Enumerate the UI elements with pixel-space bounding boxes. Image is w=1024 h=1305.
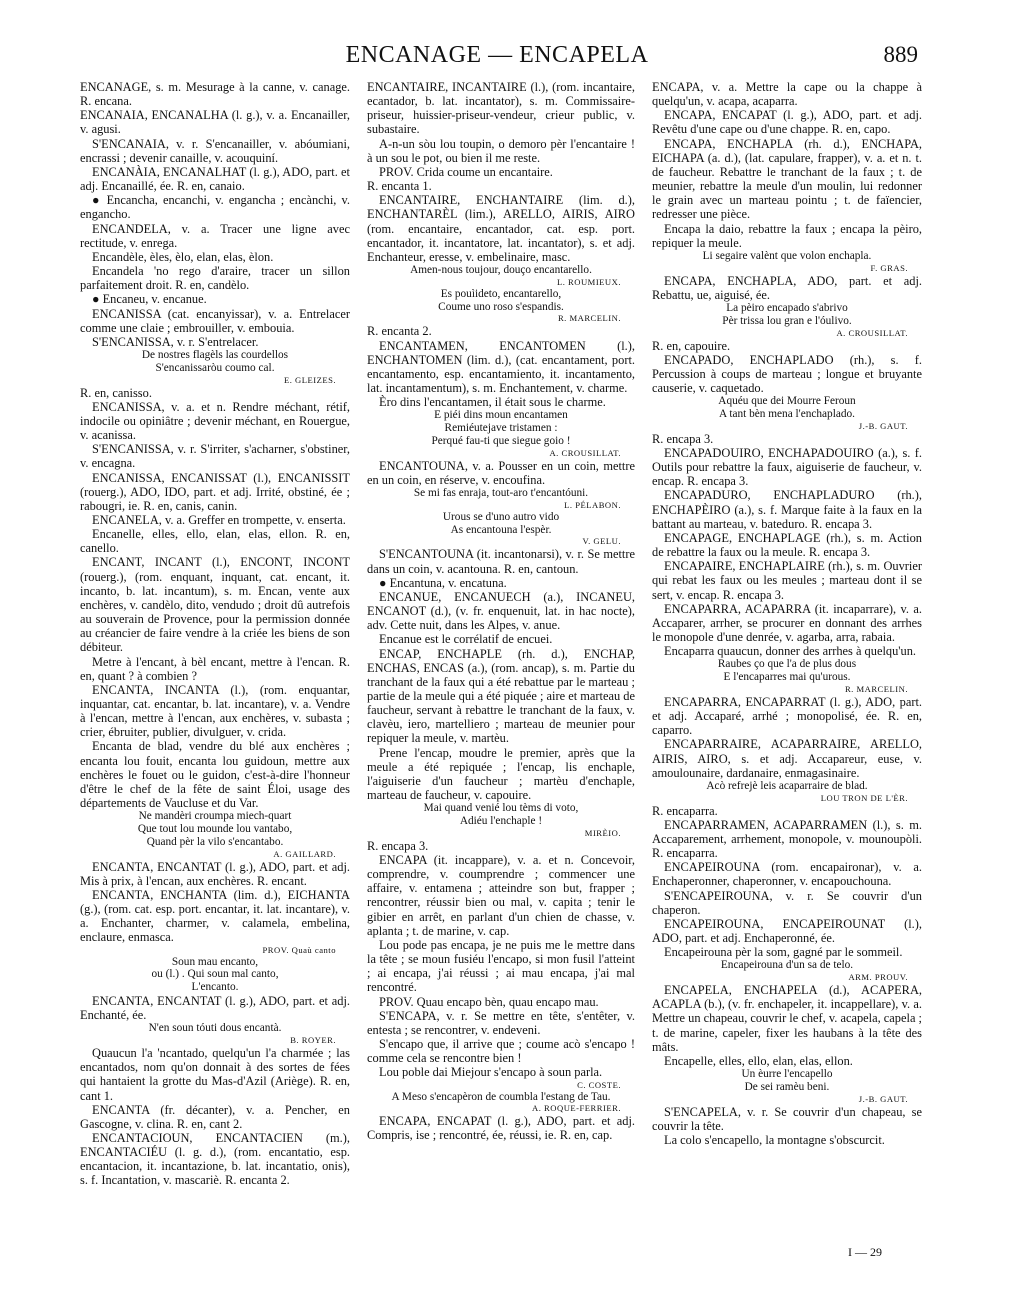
dictionary-entry: ● Encancha, encanchi, v. engancha ; encànchi, v. engancho.	[80, 193, 350, 222]
verse-line: Quand pèr la vilo s'encantabo.	[146, 835, 284, 848]
dictionary-entry: R. encapa 3.	[367, 838, 429, 853]
quote-attribution: A. CROUSILLAT.	[549, 447, 621, 458]
dictionary-entry: ENCAPA, ENCAPAT (l. g.), ADO, part. et adj. Compris, ise ; rencontré, ée, réussi, ie. R. en, cap.	[367, 1114, 635, 1143]
quote-attribution: PROV. Quaù canto	[262, 944, 336, 955]
dictionary-entry: ENCAPA, ENCAPAT (l. g.), ADO, part. et adj. Revêtu d'une cape ou d'une chappe. R. en, capo.	[652, 108, 922, 137]
quote-attribution: L. PÉLABON.	[564, 499, 621, 510]
verse-line: Que tout lou mounde lou vantabo,	[137, 823, 293, 836]
verse-line: Es pouìideto, encantarello,	[440, 287, 562, 300]
verse-line: Mai quand venié lou tèms di voto,	[423, 802, 579, 815]
dictionary-entry: S'ENCANISSA, v. r. S'irriter, s'acharner, s'obstiner, v. encagna.	[80, 442, 350, 471]
quote-attribution: J.-B. GAUT.	[858, 420, 908, 431]
dictionary-entry: ENCANUE, ENCANUECH (a.), INCANEU, ENCANOT (d.), (v. fr. enquenuit, lat. in hac nocte), adv. Cette nuit, dans les Alpes, v. anue.	[367, 589, 635, 633]
dictionary-entry: ENCAPEIROUNA, ENCAPEIROUNAT (l.), ADO, part. et adj. Enchaperonné, ée.	[652, 916, 922, 946]
dictionary-entry: Encaparra quaucun, donner des arrhes à quelqu'un.	[664, 644, 917, 659]
dictionary-entry: ENCAPAGE, ENCHAPLAGE (rh.), s. m. Action de rebattre la faux ou la meule. R. encapa 3.	[652, 530, 922, 560]
verse-line: Raubes ço que l'a de plus dous	[717, 658, 857, 671]
dictionary-entry: ENCAPA, ENCHAPLA, ADO, part. et adj. Rebattu, ue, aiguisé, ée.	[652, 273, 922, 302]
verse-line: La pèiro encapado s'abrivo	[726, 301, 848, 314]
dictionary-entry: ENCANTOUNA, v. a. Pousser en un coin, mettre en un coin, en réserve, v. encoufina.	[367, 458, 635, 487]
page-number: 889	[883, 42, 918, 67]
dictionary-entry: ENCAPARRA, ENCAPARRAT (l. g.), ADO, part. et adj. Accaparé, arrhé ; monopolisé, ée. R. en, caparro.	[652, 694, 922, 738]
verse-line: Li segaire valènt que volon enchapla.	[702, 249, 872, 262]
dictionary-entry: Quaucun l'a 'ncantado, quelqu'un l'a charmée ; las encantados, nom qu'on donnait à des sortes de fées qui hantaient la grotte du Mas-d'Azil (Ariège). R. en, cant 1.	[80, 1046, 350, 1103]
dictionary-entry: ENCAPARRAMEN, ACAPARRAMEN (l.), s. m. Accaparement, arrhement, monopole, v. mounoupòli. R. encaparra.	[652, 817, 922, 861]
dictionary-entry: ENCANISSA (cat. encanyissar), v. a. Entrelacer comme une claie ; embrouiller, v. embouia.	[80, 306, 350, 335]
dictionary-entry: Encandèle, èles, èlo, elan, elas, èlon.	[92, 249, 274, 264]
dictionary-entry: S'encapo que, il arrive que ; coume acò s'encapo ! comme cela se rencontre bien !	[367, 1037, 635, 1066]
verse-line: Ne mandèri croumpa miech-quart	[138, 810, 292, 823]
dictionary-entry: R. en, capouire.	[652, 338, 731, 353]
verse-line: A tant bèn mena l'enchaplado.	[719, 408, 855, 420]
dictionary-entry: ENCAPAIRE, ENCHAPLAIRE (rh.), s. m. Ouvrier qui rebat les faux ou les meules ; marteau dont il se sert, v. encap. R. encapa 3.	[652, 559, 922, 602]
quote-attribution: R. MARCELIN.	[557, 313, 621, 324]
dictionary-entry: ENCAPA, ENCHAPLA (rh. d.), ENCHAPA, EICHAPA (a. d.), (lat. capulare, frapper), v. a. et n. t. de faucheur. Rebattre le tranchant de la faux ; t. de meunier, rebattre la meule d'un moulin, lui redonner le grain avec un marteau pointu ; t. de faïencier, redresser une pièce.	[652, 136, 922, 222]
quote-attribution: MIRÈIO.	[584, 827, 621, 838]
dictionary-entry: ENCAPADURO, ENCHAPLADURO (rh.), ENCHAPÈIRO (a.), s. f. Marque faite à la faux en la battant au marteau, v. bateduro. R. encapa 3.	[652, 488, 922, 531]
dictionary-entry: S'ENCAPA, v. r. Se mettre en tête, s'entêter, v. entesta ; se rencontrer, v. endeveni.	[367, 1008, 635, 1037]
quote-attribution: E. GLEIZES.	[283, 374, 336, 385]
quote-attribution: R. MARCELIN.	[844, 683, 908, 694]
dictionary-column-1	[80, 80, 350, 1188]
dictionary-entry: Lou pode pas encapa, je ne puis me le mettre dans la tête ; se moun fusiéu l'encapo, si mon fusil l'atteint ; ai encapa, j'ai réussi ; ai mau encapa, j'ai mal rencontré.	[367, 937, 635, 995]
quote-attribution: F. GRAS.	[870, 262, 908, 273]
quote-attribution: C. COSTE.	[577, 1079, 621, 1090]
verse-line: De sei ramèu beni.	[744, 1080, 830, 1093]
dictionary-entry: R. encapa 3.	[652, 431, 714, 446]
verse-line: Soun mau encanto,	[171, 955, 259, 968]
dictionary-entry: R. encaparra.	[652, 803, 718, 818]
verse-line: Perqué fau-ti que siegue goio !	[431, 434, 571, 447]
dictionary-entry: Èro dins l'encantamen, il était sous le charme.	[379, 395, 606, 410]
quote-attribution: LOU TRON DE L'ÈR.	[820, 792, 908, 803]
running-head: ENCANAGE — ENCAPELA	[345, 42, 649, 68]
dictionary-entry: ENCANISSA, v. a. et n. Rendre méchant, rétif, indocile ou opiniâtre ; devenir méchant, en Rouergue, v. acanissa.	[80, 399, 350, 443]
dictionary-entry: PROV. Crida coume un encantaire.	[379, 164, 553, 179]
dictionary-entry: Prene l'encap, moudre le premier, après que la meule a été repiquée ; l'encap, lis enchaple, l'aiguiserie d'un faucheur ; martèu d'enchaple, marteau de faucheur, v. capouire.	[367, 745, 635, 803]
dictionary-entry: ENCANTA, ENCHANTA (lim. d.), EICHANTA (g.), (rom. cat. esp. port. encantar, it. lat. incantare), v. a. Enchanter, charmer, v. calamela, embelina, enclaure, enmasca.	[80, 887, 350, 945]
verse-line: S'encanissaròu coumo cal.	[155, 361, 275, 374]
dictionary-entry: ENCANTAIRE, INCANTAIRE (l.), (rom. incantaire, ecantador, b. lat. incantator), s. m. Commissaire-priseur, huissier-priseur-vendeur, crieur public, v. subastaire.	[367, 80, 635, 137]
dictionary-entry: La colo s'encapello, la montagne s'obscurcit.	[664, 1132, 885, 1147]
dictionary-entry: ENCAPADOUIRO, ENCHAPADOUIRO (a.), s. f. Outils pour rebattre la faux, aiguiserie de faucheur, v. encap. R. encapa 3.	[652, 445, 922, 489]
dictionary-entry: S'ENCANISSA, v. r. S'entrelacer.	[92, 334, 259, 349]
verse-line: Coume uno roso s'espandis.	[438, 300, 564, 313]
verse-line: De nostres flagèls las courdellos	[141, 348, 289, 361]
verse-line: Remiéutejave tristamen :	[444, 422, 558, 435]
verse-line: E piéi dins moun encantamen	[434, 409, 568, 422]
dictionary-entry: ENCANTA, ENCANTAT (l. g.), ADO, part. et adj. Enchanté, ée.	[80, 993, 350, 1023]
dictionary-entry: ENCANÀIA, ENCANALHAT (l. g.), ADO, part. et adj. Encanaillé, ée. R. en, canaio.	[80, 164, 350, 194]
quote-attribution: V. GELU.	[582, 536, 621, 547]
verse-line: N'en soun tóuti dous encantà.	[148, 1022, 282, 1035]
dictionary-entry: ENCAP, ENCHAPLE (rh. d.), ENCHAP, ENCHAS, ENCAS (a.), (rom. ancap), s. m. Partie du tranchant de la faux qui a été rebattue par le marteau ; partie de la meule qui a été piquée ; aire et marteau de faucheur, servant à rebattre le tranchant de la faux, v. clavèu, iero, martelliero ; marteau de meunier pour repiquer la meule, v. martèu.	[367, 646, 635, 746]
dictionary-entry: ENCANTAIRE, ENCHANTAIRE (lim. d.), ENCHANTARÈL (lim.), ARELLO, AIRIS, AIRO (rom. encantaire, encantador, cat. esp. port. encantador, it. incantatore, lat. incantator), s. et adj. Enchanteur, eresse, v. embelinaire, masc.	[367, 193, 635, 264]
dictionary-entry: ENCANISSA, ENCANISSAT (l.), ENCANISSIT (rouerg.), ADO, IDO, part. et adj. Irrité, obstiné, ée ; rabougri, ie. R. en, canis, canin.	[80, 470, 350, 513]
dictionary-entry: ENCANDELA, v. a. Tracer une ligne avec rectitude, v. enrega.	[80, 221, 350, 250]
verse-line: E l'encaparres mai qu'urous.	[723, 671, 851, 684]
dictionary-entry: ENCANT, INCANT (l.), ENCONT, INCONT (rouerg.), (rom. enquant, inquant, cat. encant, it. incanto, b. lat. incantum), s. m. Encan, vente aux enchères, v. candèlo, dito, vendudo ; droit dû autrefois au souverain de Provence, pour la permission donnée au créancier de faire vendre à la criée les biens de son débiteur.	[80, 555, 350, 655]
dictionary-entry: ENCAPADO, ENCHAPLADO (rh.), s. f. Percussion à coups de marteau ; longue et bruyante causerie, v. caquetado.	[652, 352, 922, 396]
dictionary-entry: S'ENCANTOUNA (it. incantonarsi), v. r. Se mettre dans un coin, v. acantouna. R. en, cantoun.	[367, 547, 635, 576]
dictionary-entry: ● Encantuna, v. encatuna.	[379, 575, 507, 590]
dictionary-entry: ENCAPARRAIRE, ACAPARRAIRE, ARELLO, AIRIS, AIRO, s. et adj. Accapareur, euse, v. amoulounaire, dardanaire, enmagasinaire.	[652, 737, 922, 780]
dictionary-entry: R. en, canisso.	[80, 385, 152, 400]
verse-line: Pèr trissa lou gran e l'óulivo.	[722, 314, 852, 327]
dictionary-entry: S'ENCAPEIROUNA, v. r. Se couvrir d'un chaperon.	[652, 888, 922, 917]
dictionary-entry: A-n-un sòu lou toupin, o demoro pèr l'encantaire ! à un sou le pot, ou bien il me reste.	[367, 136, 635, 165]
verse-line: ou (l.) . Qui soun mal canto,	[151, 968, 279, 981]
quote-attribution: A. GAILLARD.	[273, 848, 336, 859]
dictionary-column-2	[367, 80, 635, 1143]
verse-line: Un èurre l'encapello	[741, 1068, 833, 1081]
verse-line: Acò refrejè leis acaparraire de blad.	[706, 779, 868, 792]
signature-mark: I — 29	[848, 1245, 882, 1259]
dictionary-entry: ENCANAGE, s. m. Mesurage à la canne, v. canage. R. encana.	[80, 80, 350, 109]
dictionary-entry: S'ENCAPELA, v. r. Se couvrir d'un chapeau, se couvrir la tête.	[652, 1104, 922, 1133]
quote-attribution: L. ROUMIEUX.	[556, 276, 621, 287]
dictionary-entry: ENCAPARRA, ACAPARRA (it. incaparrare), v. a. Accaparer, arrher, se procurer en donnant des arrhes le monopole d'une denrée, v. agarba, arra, rabaia.	[652, 601, 922, 644]
verse-line: Urous se d'uno autro vido	[442, 510, 560, 523]
verse-line: A Meso s'encapèron de coumbla l'estang de Tau.	[391, 1090, 611, 1103]
dictionary-entry: PROV. Quau encapo bèn, quau encapo mau.	[379, 994, 599, 1009]
quote-attribution: A. ROQUE-FERRIER.	[532, 1103, 621, 1114]
dictionary-entry: Encanue est le corrélatif de encuei.	[379, 632, 553, 647]
dictionary-entry: R. encanta 1.	[367, 179, 432, 194]
verse-line: Adiéu l'enchaple !	[459, 815, 543, 828]
verse-line: As encantouna l'espèr.	[450, 523, 552, 536]
dictionary-entry: ENCANTA (fr. décanter), v. a. Pencher, en Gascogne, v. clina. R. en, cant 2.	[80, 1102, 350, 1131]
dictionary-entry: ENCANTAMEN, ENCANTOMEN (l.), ENCHANTOMEN (lim. d.), (cat. encantament, port. encantamento, esp. encantamiento, it. incantamento, lat. incantamentum), s. m. Enchantement, v. charme.	[367, 338, 635, 396]
dictionary-entry: Encanta de blad, vendre du blé aux enchères ; encanta lou fouit, encanta lou guidoun, mettre aux enchères le fouet ou le guidon, c'est-à-dire l'honneur d'être le chef de la fête de saint Éloi, usage des départements de Vaucluse et du Var.	[80, 739, 350, 811]
dictionary-entry: ENCAPELA, ENCHAPELA (d.), ACAPERA, ACAPLA (b.), (v. fr. enchapeler, it. incappellare), v. a. Mettre un chapeau, couvrir le chef, v. acapela, capela ; t. de marine, capeler, fixer les haubans à la tête des mâts.	[652, 983, 922, 1054]
dictionary-entry: ENCANAIA, ENCANALHA (l. g.), v. a. Encanailler, v. agusi.	[80, 108, 350, 137]
dictionary-entry: R. encanta 2.	[367, 324, 432, 339]
quote-attribution: B. ROYER.	[290, 1035, 336, 1046]
dictionary-entry: Encanelle, elles, ello, elan, elas, ellon. R. en, canello.	[80, 527, 350, 556]
verse-line: Aquéu que dei Mourre Feroun	[718, 395, 856, 408]
dictionary-entry: Metre à l'encant, à bèl encant, mettre à l'encan. R. en, quant ? à combien ?	[80, 654, 350, 683]
dictionary-entry: Lou poble dai Miejour s'encapo à soun parla.	[379, 1065, 603, 1080]
dictionary-entry: ● Encaneu, v. encanue.	[92, 292, 207, 307]
quote-attribution: ARM. PROUV.	[848, 972, 908, 983]
dictionary-entry: S'ENCANAIA, v. r. S'encanailler, v. abóumiani, encrassi ; devenir canaille, v. acouquiní.	[80, 136, 350, 165]
dictionary-entry: Encapelle, elles, ello, elan, elas, ellon.	[664, 1053, 853, 1068]
dictionary-entry: Encapeirouna pèr la som, gagné par le sommeil.	[664, 945, 903, 960]
quote-attribution: J.-B. GAUT.	[858, 1093, 908, 1104]
dictionary-entry: ENCAPA, v. a. Mettre la cape ou la chappe à quelqu'un, v. acapa, acaparra.	[652, 80, 922, 109]
dictionary-entry: Encapa la daio, rebattre la faux ; encapa la pèiro, repiquer la meule.	[652, 221, 922, 250]
verse-line: Amen-nous toujour, douço encantarello.	[410, 264, 592, 277]
dictionary-entry: ENCANELA, v. a. Greffer en trompette, v. enserta.	[92, 512, 346, 527]
dictionary-entry: ENCANTA, INCANTA (l.), (rom. enquantar, inquantar, cat. encantar, b. lat. incantare), v. a. Vendre à l'encan, mettre à l'encan, aux enchères, v. subasta ; crier, ébruiter, publier, divulguer, v. crida.	[80, 682, 350, 740]
dictionary-entry: ENCAPEIROUNA (rom. encapaironar), v. a. Enchaperonner, chaperonner, v. encapouchouna.	[652, 860, 922, 889]
verse-line: Se mi fas enraja, tout-aro t'encantóuni.	[413, 487, 589, 500]
dictionary-entry: Encandela 'no rego d'araire, tracer un sillon parfaitement droit. R. en, candèlo.	[80, 264, 350, 293]
verse-line: Encapeirouna d'un sa de telo.	[720, 959, 854, 972]
verse-line: L'encanto.	[191, 981, 239, 994]
dictionary-entry: ENCANTA, ENCANTAT (l. g.), ADO, part. et adj. Mis à prix, à l'encan, aux enchères. R. encant.	[80, 859, 350, 888]
page-header	[76, 42, 918, 76]
dictionary-column-3	[652, 80, 922, 1147]
dictionary-entry: ENCANTACIOUN, ENCANTACIEN (m.), ENCANTACIÉU (l. g. d.), (rom. encantatio, esp. encantacion, it. incantazione, b. lat. incantatio, onis), s. f. Incantation, v. mascariè. R. encanta 2.	[80, 1131, 350, 1188]
dictionary-entry: ENCAPA (it. incappare), v. a. et n. Concevoir, comprendre, v. coumprendre ; commencer une affaire, v. entamena ; atteindre son but, frapper ; rencontrer, réussir bien ou mal, v. capita ; tenir le gibier en arrêt, en parlant d'un chien de chasse, v. aplanta ; t. de marine, v. cap.	[367, 853, 635, 938]
quote-attribution: A. CROUSILLAT.	[836, 327, 908, 338]
